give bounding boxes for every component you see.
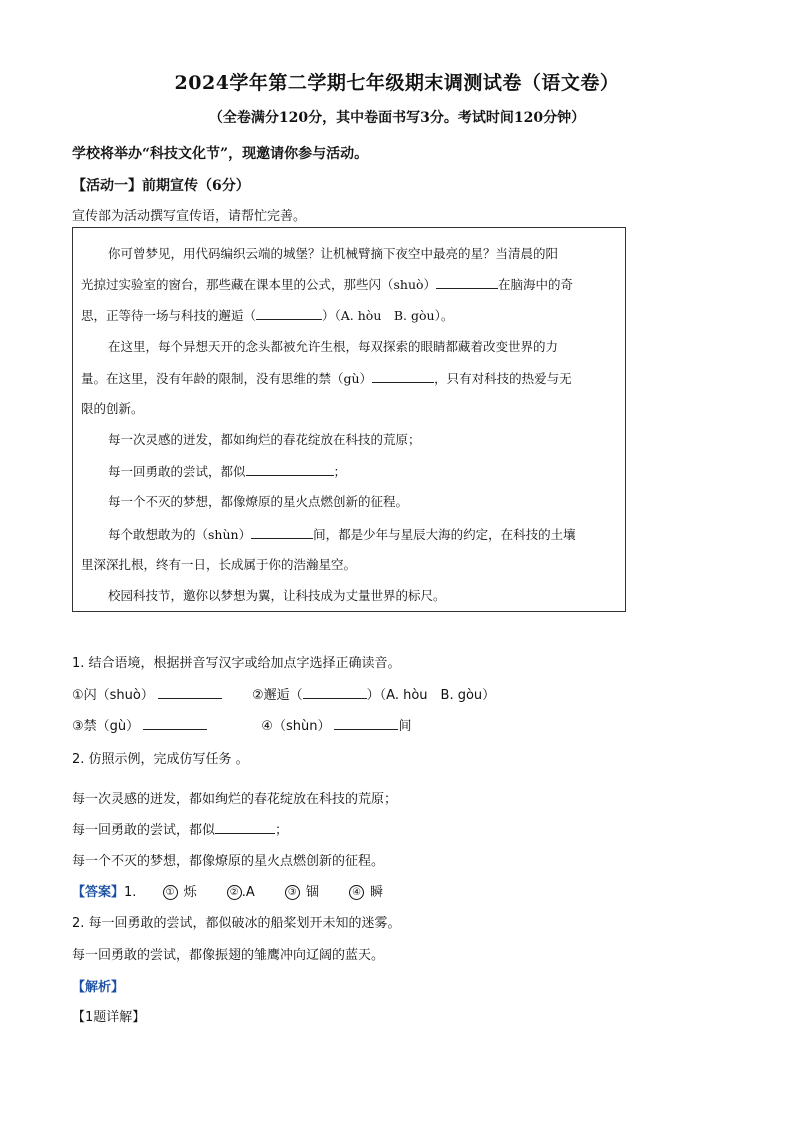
passage-text: ）（A. hòu B. gòu）。 — [322, 308, 454, 323]
passage-line: 校园科技节，邀你以梦想为翼，让科技成为丈量世界的标尺。 — [108, 588, 446, 603]
passage-text: 每个敢想敢为的（shùn） — [108, 527, 252, 542]
q2-example-line: 每一次灵感的迸发，都如绚烂的春花绽放在科技的荒原； — [72, 792, 398, 807]
blank-field — [246, 461, 334, 476]
blank-field — [436, 274, 498, 289]
passage-text: ； — [333, 464, 347, 479]
answer-blank — [158, 684, 222, 699]
answer-row — [72, 881, 383, 900]
q1-item-label: ①闪（shuò） — [72, 688, 154, 703]
passage-line — [81, 368, 572, 387]
circled-number: ④ — [349, 885, 364, 900]
q1-item-label: 间 — [398, 719, 412, 734]
passage-line — [81, 274, 573, 293]
activity1-instruction: 宣传部为活动撰写宣传语，请帮忙完善。 — [72, 209, 307, 224]
q2-text: 每一回勇敢的尝试，都似 — [72, 823, 216, 838]
answer-item — [285, 885, 319, 900]
answer-text: 瞬 — [370, 885, 384, 900]
passage-line — [108, 461, 346, 480]
passage-text: 光掠过实验室的窗台，那些藏在课本里的公式，那些闪（shuò） — [81, 277, 437, 292]
q1-item-label: ③禁（gù） — [72, 719, 140, 734]
answer-text: 锢 — [305, 885, 319, 900]
answer-item — [349, 885, 383, 900]
passage-text: ，只有对科技的热爱与无 — [434, 371, 572, 386]
answer-q2-line: 每一回勇敢的尝试，都像振翅的雏鹰冲向辽阔的蓝天。 — [72, 948, 385, 963]
passage-line: 限的创新。 — [81, 401, 144, 416]
passage-line: 你可曾梦见，用代码编织云端的城堡？让机械臂摘下夜空中最亮的星？当清晨的阳 — [108, 246, 559, 261]
q2-example-line — [72, 819, 288, 838]
answer-item — [163, 885, 197, 900]
passage-line: 每一次灵感的迸发，都如绚烂的春花绽放在科技的荒原； — [108, 432, 421, 447]
answer-number: 1. — [124, 885, 137, 900]
answer-blank — [303, 684, 367, 699]
q2-text: ； — [275, 823, 289, 838]
answer-blank — [215, 819, 275, 834]
passage-line — [108, 524, 576, 543]
blank-field — [256, 305, 322, 320]
passage-text: 量。在这里，没有年龄的限制，没有思维的禁（gù） — [81, 371, 373, 386]
q1-item-label: ②邂逅（ — [252, 688, 303, 703]
analysis-heading: 【解析】 — [72, 980, 125, 995]
q1-item-label: ）（A. hòu B. gòu） — [366, 688, 496, 703]
blank-field — [372, 368, 434, 383]
blank-field — [251, 524, 313, 539]
q1-stem: 1. 结合语境，根据拼音写汉字或给加点字选择正确读音。 — [72, 656, 401, 671]
exam-subtitle: （全卷满分120分，其中卷面书写3分。考试时间120分钟） — [208, 110, 586, 126]
analysis-detail: 【1题详解】 — [72, 1010, 146, 1025]
answer-blank — [143, 715, 207, 730]
q1-item-label: ④（shùn） — [261, 719, 331, 734]
passage-text: 思，正等待一场与科技的邂逅（ — [81, 308, 257, 323]
q2-example-line: 每一个不灭的梦想，都像燎原的星火点燃创新的征程。 — [72, 854, 385, 869]
answer-item — [227, 885, 255, 900]
passage-line: 在这里，每个异想天开的念头都被允许生根，每双探索的眼睛都藏着改变世界的力 — [108, 339, 559, 354]
passage-box — [72, 227, 626, 612]
q2-stem: 2. 仿照示例，完成仿写任务 。 — [72, 752, 249, 767]
q1-row1 — [72, 684, 495, 703]
page-title: 2024学年第二学期七年级期末调测试卷（语文卷） — [174, 72, 620, 94]
intro-text: 学校将举办“科技文化节”，现邀请你参与活动。 — [72, 146, 369, 162]
circled-number: ③ — [285, 885, 300, 900]
analysis-label — [72, 976, 124, 995]
answer-text: .A — [241, 885, 255, 900]
activity1-heading: 【活动一】前期宣传（6分） — [72, 178, 250, 194]
answer-text: 烁 — [183, 885, 197, 900]
passage-text: 间，都是少年与星辰大海的约定，在科技的土壤 — [313, 527, 576, 542]
passage-line — [81, 305, 453, 324]
answer-blank — [334, 715, 398, 730]
circled-number: ② — [227, 885, 242, 900]
passage-line: 里深深扎根，终有一日，长成属于你的浩瀚星空。 — [81, 557, 357, 572]
passage-text: 在脑海中的奇 — [498, 277, 574, 292]
answer-q2-line: 2. 每一回勇敢的尝试，都似破冰的船桨划开未知的迷雾。 — [72, 916, 401, 931]
passage-text: 每一回勇敢的尝试，都似 — [108, 464, 246, 479]
answer-label: 【答案】 — [72, 885, 125, 900]
circled-number: ① — [163, 885, 178, 900]
passage-line: 每一个不灭的梦想，都像燎原的星火点燃创新的征程。 — [108, 494, 409, 509]
q1-row2 — [72, 715, 411, 734]
